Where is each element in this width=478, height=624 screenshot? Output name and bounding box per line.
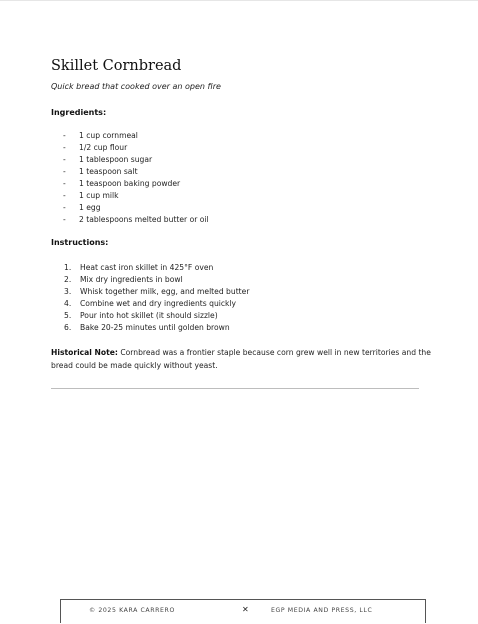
step-number: 2. bbox=[64, 275, 72, 284]
ingredient-text: 2 tablespoons melted butter or oil bbox=[79, 215, 209, 224]
bullet-dash: - bbox=[63, 179, 66, 188]
instruction-step bbox=[64, 286, 249, 298]
instruction-step bbox=[64, 322, 249, 334]
instruction-step bbox=[64, 262, 249, 274]
ingredient-item bbox=[63, 178, 209, 190]
ingredient-item bbox=[63, 154, 209, 166]
footer-separator-icon: ✕ bbox=[242, 605, 250, 614]
step-text: Heat cast iron skillet in 425°F oven bbox=[80, 263, 214, 272]
historical-note bbox=[51, 347, 431, 372]
step-text: Mix dry ingredients in bowl bbox=[80, 275, 183, 284]
bullet-dash: - bbox=[63, 203, 66, 212]
instruction-step bbox=[64, 274, 249, 286]
step-number: 5. bbox=[64, 311, 72, 320]
ingredient-text: 1 egg bbox=[79, 203, 101, 212]
section-divider bbox=[51, 388, 419, 389]
footer-publisher: EGP MEDIA AND PRESS, LLC bbox=[271, 607, 373, 614]
instruction-step bbox=[64, 298, 249, 310]
page-subtitle: Quick bread that cooked over an open fire bbox=[51, 82, 221, 91]
step-number: 3. bbox=[64, 287, 72, 296]
ingredient-item bbox=[63, 130, 209, 142]
bullet-dash: - bbox=[63, 167, 66, 176]
step-text: Whisk together milk, egg, and melted butter bbox=[80, 287, 250, 296]
bullet-dash: - bbox=[63, 131, 66, 140]
page-title: Skillet Cornbread bbox=[51, 58, 182, 74]
bullet-dash: - bbox=[63, 215, 66, 224]
bullet-dash: - bbox=[63, 191, 66, 200]
ingredient-text: 1 teaspoon salt bbox=[79, 167, 138, 176]
ingredients-list bbox=[63, 130, 209, 226]
ingredients-heading: Ingredients: bbox=[51, 108, 107, 117]
instructions-heading: Instructions: bbox=[51, 238, 109, 247]
step-number: 6. bbox=[64, 323, 72, 332]
historical-note-label: Historical Note: bbox=[51, 348, 118, 357]
instructions-list bbox=[64, 262, 249, 334]
ingredient-item bbox=[63, 202, 209, 214]
ingredient-text: 1 cup cornmeal bbox=[79, 131, 138, 140]
ingredient-text: 1 cup milk bbox=[79, 191, 119, 200]
step-text: Pour into hot skillet (it should sizzle) bbox=[80, 311, 218, 320]
ingredient-item bbox=[63, 166, 209, 178]
footer-copyright: © 2025 KARA CARRERO bbox=[89, 607, 175, 614]
instruction-step bbox=[64, 310, 249, 322]
step-text: Combine wet and dry ingredients quickly bbox=[80, 299, 237, 308]
ingredient-item bbox=[63, 142, 209, 154]
page-footer bbox=[60, 599, 426, 623]
step-number: 4. bbox=[64, 299, 72, 308]
step-number: 1. bbox=[64, 263, 72, 272]
ingredient-text: 1 tablespoon sugar bbox=[79, 155, 153, 164]
ingredient-item bbox=[63, 214, 209, 226]
step-text: Bake 20-25 minutes until golden brown bbox=[80, 323, 230, 332]
historical-note-text: Cornbread was a frontier staple because corn grew well in new territories and the bread could be made quickly without yeast. bbox=[51, 348, 431, 370]
ingredient-item bbox=[63, 190, 209, 202]
ingredient-text: 1/2 cup flour bbox=[79, 143, 128, 152]
ingredient-text: 1 teaspoon baking powder bbox=[79, 179, 181, 188]
bullet-dash: - bbox=[63, 155, 66, 164]
bullet-dash: - bbox=[63, 143, 66, 152]
page-top-edge bbox=[0, 0, 478, 1]
